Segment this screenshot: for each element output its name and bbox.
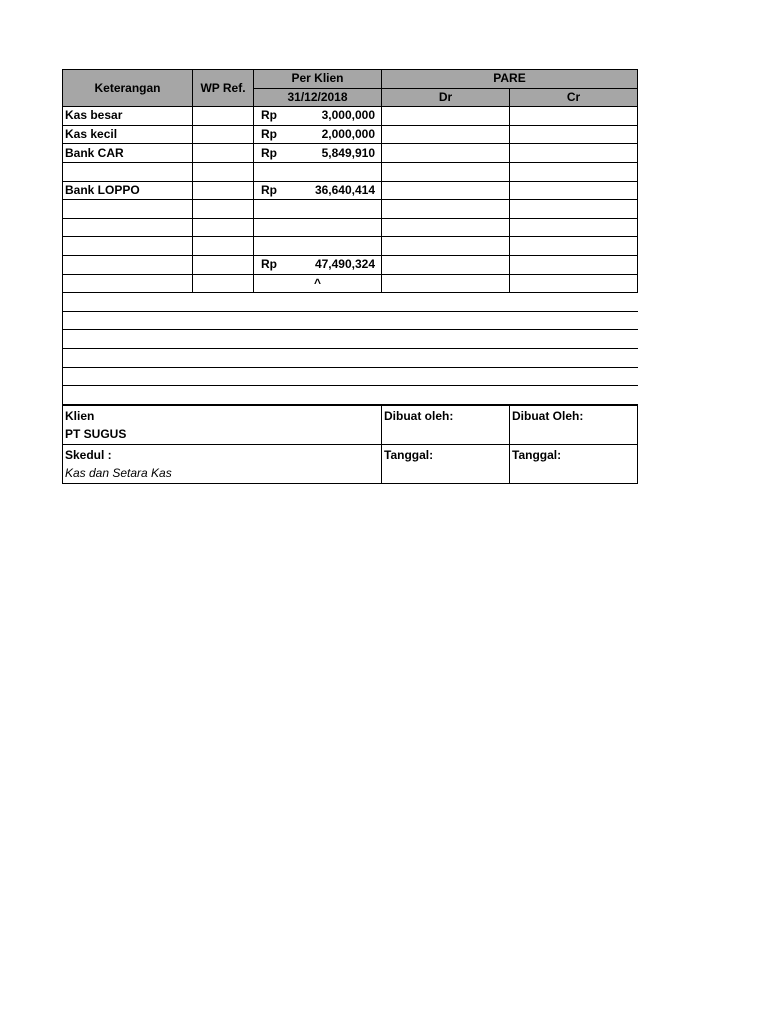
row-amount[interactable] bbox=[254, 125, 382, 144]
row-amount[interactable] bbox=[254, 255, 382, 274]
footer-row-1 bbox=[63, 405, 638, 444]
row-label[interactable] bbox=[63, 200, 193, 219]
blank-row bbox=[63, 386, 638, 405]
row-dr[interactable] bbox=[382, 162, 510, 181]
amount-value: 3,000,000 bbox=[321, 108, 375, 123]
row-label[interactable]: Kas besar bbox=[63, 107, 193, 126]
row-wp-ref[interactable] bbox=[193, 162, 254, 181]
row-wp-ref[interactable] bbox=[193, 237, 254, 256]
row-cr[interactable] bbox=[510, 200, 638, 219]
table-row bbox=[63, 237, 638, 256]
row-label[interactable] bbox=[63, 274, 193, 293]
currency-label: Rp bbox=[261, 108, 277, 123]
row-amount[interactable] bbox=[254, 107, 382, 126]
row-amount[interactable] bbox=[254, 218, 382, 237]
table-row bbox=[63, 144, 638, 163]
schedule-label: Skedul : bbox=[65, 447, 112, 462]
table-row bbox=[63, 162, 638, 181]
row-amount[interactable] bbox=[254, 144, 382, 163]
row-dr[interactable] bbox=[382, 218, 510, 237]
blank-cell[interactable] bbox=[63, 386, 638, 405]
table-row bbox=[63, 107, 638, 126]
blank-cell[interactable] bbox=[63, 311, 638, 330]
table-row bbox=[63, 274, 638, 293]
table-row bbox=[63, 218, 638, 237]
row-dr[interactable] bbox=[382, 255, 510, 274]
currency-label: Rp bbox=[261, 145, 277, 160]
row-cr[interactable] bbox=[510, 125, 638, 144]
row-wp-ref[interactable] bbox=[193, 125, 254, 144]
row-wp-ref[interactable] bbox=[193, 274, 254, 293]
row-wp-ref[interactable] bbox=[193, 107, 254, 126]
row-cr[interactable] bbox=[510, 107, 638, 126]
row-cr[interactable] bbox=[510, 274, 638, 293]
row-cr[interactable] bbox=[510, 144, 638, 163]
schedule-value: Kas dan Setara Kas bbox=[65, 465, 172, 480]
row-label[interactable]: Bank LOPPO bbox=[63, 181, 193, 200]
row-label[interactable]: Bank CAR bbox=[63, 144, 193, 163]
row-cr[interactable] bbox=[510, 255, 638, 274]
row-label[interactable] bbox=[63, 162, 193, 181]
row-cr[interactable] bbox=[510, 237, 638, 256]
amount-value: 5,849,910 bbox=[321, 145, 375, 160]
row-dr[interactable] bbox=[382, 181, 510, 200]
row-amount[interactable] bbox=[254, 162, 382, 181]
col-header-wp-ref: WP Ref. bbox=[193, 70, 254, 107]
signature-block bbox=[62, 405, 638, 484]
blank-cell[interactable] bbox=[63, 330, 638, 349]
prepared-by-cell[interactable]: Dibuat oleh: bbox=[382, 405, 510, 444]
amount-value: 2,000,000 bbox=[321, 127, 375, 142]
blank-row bbox=[63, 311, 638, 330]
row-dr[interactable] bbox=[382, 125, 510, 144]
footer-row-2 bbox=[63, 444, 638, 483]
amount-value: 47,490,324 bbox=[314, 257, 375, 272]
row-dr[interactable] bbox=[382, 200, 510, 219]
row-wp-ref[interactable] bbox=[193, 144, 254, 163]
blank-lines bbox=[62, 293, 638, 405]
cash-schedule-table bbox=[62, 69, 638, 293]
row-dr[interactable] bbox=[382, 107, 510, 126]
currency-label: Rp bbox=[261, 182, 277, 197]
table-row bbox=[63, 181, 638, 200]
date-cell-2[interactable]: Tanggal: bbox=[510, 444, 638, 483]
row-cr[interactable] bbox=[510, 218, 638, 237]
col-header-keterangan: Keterangan bbox=[63, 70, 193, 107]
row-dr[interactable] bbox=[382, 144, 510, 163]
tick-mark: ^ bbox=[313, 275, 321, 290]
row-label[interactable] bbox=[63, 218, 193, 237]
row-cr[interactable] bbox=[510, 181, 638, 200]
currency-label: Rp bbox=[261, 127, 277, 142]
header-row-1 bbox=[63, 70, 638, 89]
col-header-per-klien: Per Klien bbox=[254, 70, 382, 89]
row-amount[interactable] bbox=[254, 200, 382, 219]
worksheet bbox=[62, 69, 637, 484]
blank-row bbox=[63, 367, 638, 386]
col-header-cr: Cr bbox=[510, 88, 638, 107]
row-label[interactable] bbox=[63, 237, 193, 256]
row-cr[interactable] bbox=[510, 162, 638, 181]
blank-cell[interactable] bbox=[63, 293, 638, 311]
client-cell[interactable] bbox=[63, 405, 382, 444]
schedule-cell[interactable] bbox=[63, 444, 382, 483]
row-label[interactable]: Kas kecil bbox=[63, 125, 193, 144]
row-wp-ref[interactable] bbox=[193, 218, 254, 237]
row-amount[interactable] bbox=[254, 274, 382, 293]
reviewed-by-cell[interactable]: Dibuat Oleh: bbox=[510, 405, 638, 444]
row-wp-ref[interactable] bbox=[193, 200, 254, 219]
blank-row bbox=[63, 293, 638, 311]
table-row bbox=[63, 200, 638, 219]
col-header-date: 31/12/2018 bbox=[254, 88, 382, 107]
amount-value: 36,640,414 bbox=[314, 182, 375, 197]
date-cell-1[interactable]: Tanggal: bbox=[382, 444, 510, 483]
row-amount[interactable] bbox=[254, 237, 382, 256]
client-label: Klien bbox=[65, 408, 95, 423]
blank-row bbox=[63, 348, 638, 367]
row-label[interactable] bbox=[63, 255, 193, 274]
row-dr[interactable] bbox=[382, 274, 510, 293]
row-amount[interactable] bbox=[254, 181, 382, 200]
table-row bbox=[63, 125, 638, 144]
col-header-dr: Dr bbox=[382, 88, 510, 107]
blank-row bbox=[63, 330, 638, 349]
row-wp-ref[interactable] bbox=[193, 255, 254, 274]
currency-label: Rp bbox=[261, 257, 277, 272]
blank-cell[interactable] bbox=[63, 367, 638, 386]
row-wp-ref[interactable] bbox=[193, 181, 254, 200]
row-dr[interactable] bbox=[382, 237, 510, 256]
col-header-pare: PARE bbox=[382, 70, 638, 89]
total-row bbox=[63, 255, 638, 274]
client-value: PT SUGUS bbox=[65, 426, 127, 441]
blank-cell[interactable] bbox=[63, 348, 638, 367]
